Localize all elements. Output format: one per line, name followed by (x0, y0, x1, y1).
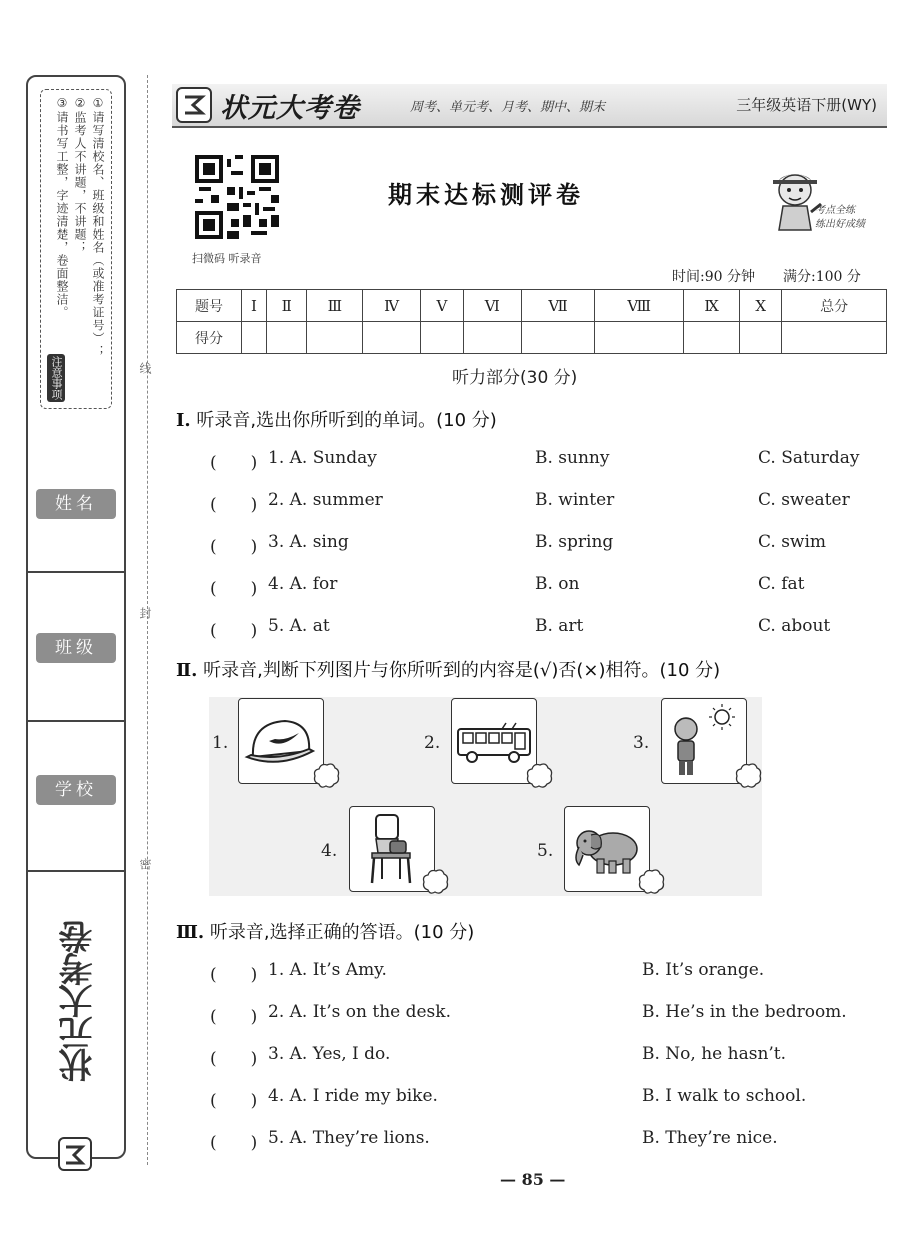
class-field-label: 班级 (36, 633, 116, 663)
answer-blank[interactable]: ( ) (210, 495, 258, 515)
score-table (176, 289, 887, 354)
section-1-title: 听录音,选出你所听到的单词。(10 分) (196, 410, 497, 431)
table-cell: Ⅶ (521, 290, 594, 322)
notice-line-2: ②监考人不讲题，不讲题； (73, 96, 87, 254)
question-row (210, 490, 870, 516)
divider (28, 720, 124, 722)
question-row (210, 448, 870, 474)
score-input-cell[interactable] (421, 322, 464, 354)
option-b: B. art (535, 616, 584, 636)
option-a: 4. A. for (268, 574, 338, 594)
section-1-heading (176, 406, 497, 432)
question-row (210, 1086, 870, 1112)
answer-blank[interactable]: ( ) (210, 1049, 258, 1069)
answer-blank[interactable]: ( ) (210, 579, 258, 599)
section-1-number: Ⅰ. (176, 410, 191, 431)
divider (28, 571, 124, 573)
side-brand-logo: 状元大考卷 (59, 922, 99, 1082)
publisher-logo-icon (176, 87, 212, 123)
mascot-slogan (815, 204, 865, 232)
table-cell: Ⅳ (363, 290, 421, 322)
answer-cloud-icon[interactable] (636, 866, 666, 896)
question-row (210, 532, 870, 558)
cut-line (147, 75, 148, 1165)
option-a: 4. A. I ride my bike. (268, 1086, 438, 1106)
answer-cloud-icon[interactable] (420, 866, 450, 896)
table-cell: Ⅴ (421, 290, 464, 322)
mascot-slogan-line-1: 考点全练 (815, 205, 855, 216)
score-input-cell[interactable] (595, 322, 684, 354)
option-a: 5. A. They’re lions. (268, 1128, 430, 1148)
table-row (177, 322, 887, 354)
option-c: C. fat (758, 574, 805, 594)
answer-blank[interactable]: ( ) (210, 1007, 258, 1027)
answer-cloud-icon[interactable] (733, 760, 763, 790)
picture-label: 3. (633, 733, 650, 753)
picture-label: 1. (212, 733, 229, 753)
table-cell: Ⅸ (684, 290, 740, 322)
table-cell: Ⅲ (307, 290, 363, 322)
score-input-cell[interactable] (740, 322, 782, 354)
exam-time-score: 时间:90 分钟 满分:100 分 (672, 269, 861, 285)
option-a: 1. A. It’s Amy. (268, 960, 387, 980)
table-cell: 总分 (782, 290, 887, 322)
score-input-cell[interactable] (684, 322, 740, 354)
question-row (210, 574, 870, 600)
brand-name: 状元大考卷 (220, 93, 360, 124)
option-c: C. about (758, 616, 831, 636)
listening-part-title: 听力部分(30 分) (452, 368, 578, 388)
table-cell: 题号 (177, 290, 242, 322)
notice-box (40, 89, 112, 409)
section-2-number: Ⅱ. (176, 660, 198, 681)
score-input-cell[interactable] (363, 322, 421, 354)
score-input-cell[interactable] (521, 322, 594, 354)
option-a: 5. A. at (268, 616, 330, 636)
page-header (172, 84, 887, 128)
section-2-heading (176, 656, 720, 682)
option-b: B. They’re nice. (642, 1128, 778, 1148)
answer-blank[interactable]: ( ) (210, 965, 258, 985)
cut-char-line: 线 (138, 362, 152, 374)
question-row (210, 1044, 870, 1070)
option-b: B. on (535, 574, 580, 594)
table-cell: Ⅵ (463, 290, 521, 322)
answer-blank[interactable]: ( ) (210, 621, 258, 641)
page-number: — 85 — (500, 1170, 566, 1189)
qr-caption: 扫微码 听录音 (192, 252, 262, 265)
publisher-logo-icon (58, 1137, 92, 1171)
answer-blank[interactable]: ( ) (210, 1091, 258, 1111)
option-a: 2. A. summer (268, 490, 383, 510)
section-3-title: 听录音,选择正确的答语。(10 分) (209, 922, 475, 943)
cut-char-seal: 封 (138, 607, 152, 619)
grade-subject: 三年级英语下册(WY) (736, 96, 877, 114)
option-b: B. winter (535, 490, 615, 510)
score-input-cell[interactable] (267, 322, 307, 354)
option-b: B. spring (535, 532, 614, 552)
picture-label: 4. (321, 841, 338, 861)
option-a: 1. A. Sunday (268, 448, 377, 468)
option-c: C. swim (758, 532, 827, 552)
table-cell: Ⅰ (242, 290, 267, 322)
option-b: B. sunny (535, 448, 610, 468)
cut-char-secret: 密 (138, 858, 152, 870)
table-cell: Ⅹ (740, 290, 782, 322)
score-input-cell[interactable] (242, 322, 267, 354)
score-input-cell[interactable] (307, 322, 363, 354)
section-3-number: Ⅲ. (176, 922, 205, 943)
picture-label: 5. (537, 841, 554, 861)
binding-strip (26, 75, 126, 1159)
answer-blank[interactable]: ( ) (210, 537, 258, 557)
option-b: B. He’s in the bedroom. (642, 1002, 847, 1022)
school-field-label: 学校 (36, 775, 116, 805)
notice-title: 注意事项 (47, 354, 65, 402)
option-b: B. It’s orange. (642, 960, 765, 980)
table-cell: Ⅱ (267, 290, 307, 322)
mascot-slogan-line-2: 练出好成绩 (815, 219, 865, 230)
answer-cloud-icon[interactable] (524, 760, 554, 790)
option-a: 2. A. It’s on the desk. (268, 1002, 451, 1022)
option-c: C. sweater (758, 490, 850, 510)
table-row (177, 290, 887, 322)
qr-code-icon (195, 155, 279, 239)
answer-cloud-icon[interactable] (311, 760, 341, 790)
brand-tagline: 周考、单元考、月考、期中、期末 (410, 100, 606, 115)
question-row (210, 616, 870, 642)
section-2-title: 听录音,判断下列图片与你所听到的内容是(√)否(×)相符。(10 分) (203, 660, 721, 681)
option-c: C. Saturday (758, 448, 860, 468)
option-b: B. No, he hasn’t. (642, 1044, 787, 1064)
score-input-cell[interactable] (463, 322, 521, 354)
option-a: 3. A. sing (268, 532, 349, 552)
exam-title: 期末达标测评卷 (388, 181, 584, 209)
table-cell: 得分 (177, 322, 242, 354)
question-row (210, 1002, 870, 1028)
picture-label: 2. (424, 733, 441, 753)
notice-line-3: ③请书写工整，字迹清楚，卷面整洁。 (55, 96, 69, 319)
name-field-label: 姓名 (36, 489, 116, 519)
question-row (210, 1128, 870, 1154)
option-a: 3. A. Yes, I do. (268, 1044, 391, 1064)
notice-line-1: ①请写清校名、班级和姓名（或准考证号）； (91, 96, 105, 358)
score-input-cell[interactable] (782, 322, 887, 354)
answer-blank[interactable]: ( ) (210, 453, 258, 473)
option-b: B. I walk to school. (642, 1086, 807, 1106)
section-3-heading (176, 918, 474, 944)
divider (28, 870, 124, 872)
answer-blank[interactable]: ( ) (210, 1133, 258, 1153)
question-row (210, 960, 870, 986)
table-cell: Ⅷ (595, 290, 684, 322)
